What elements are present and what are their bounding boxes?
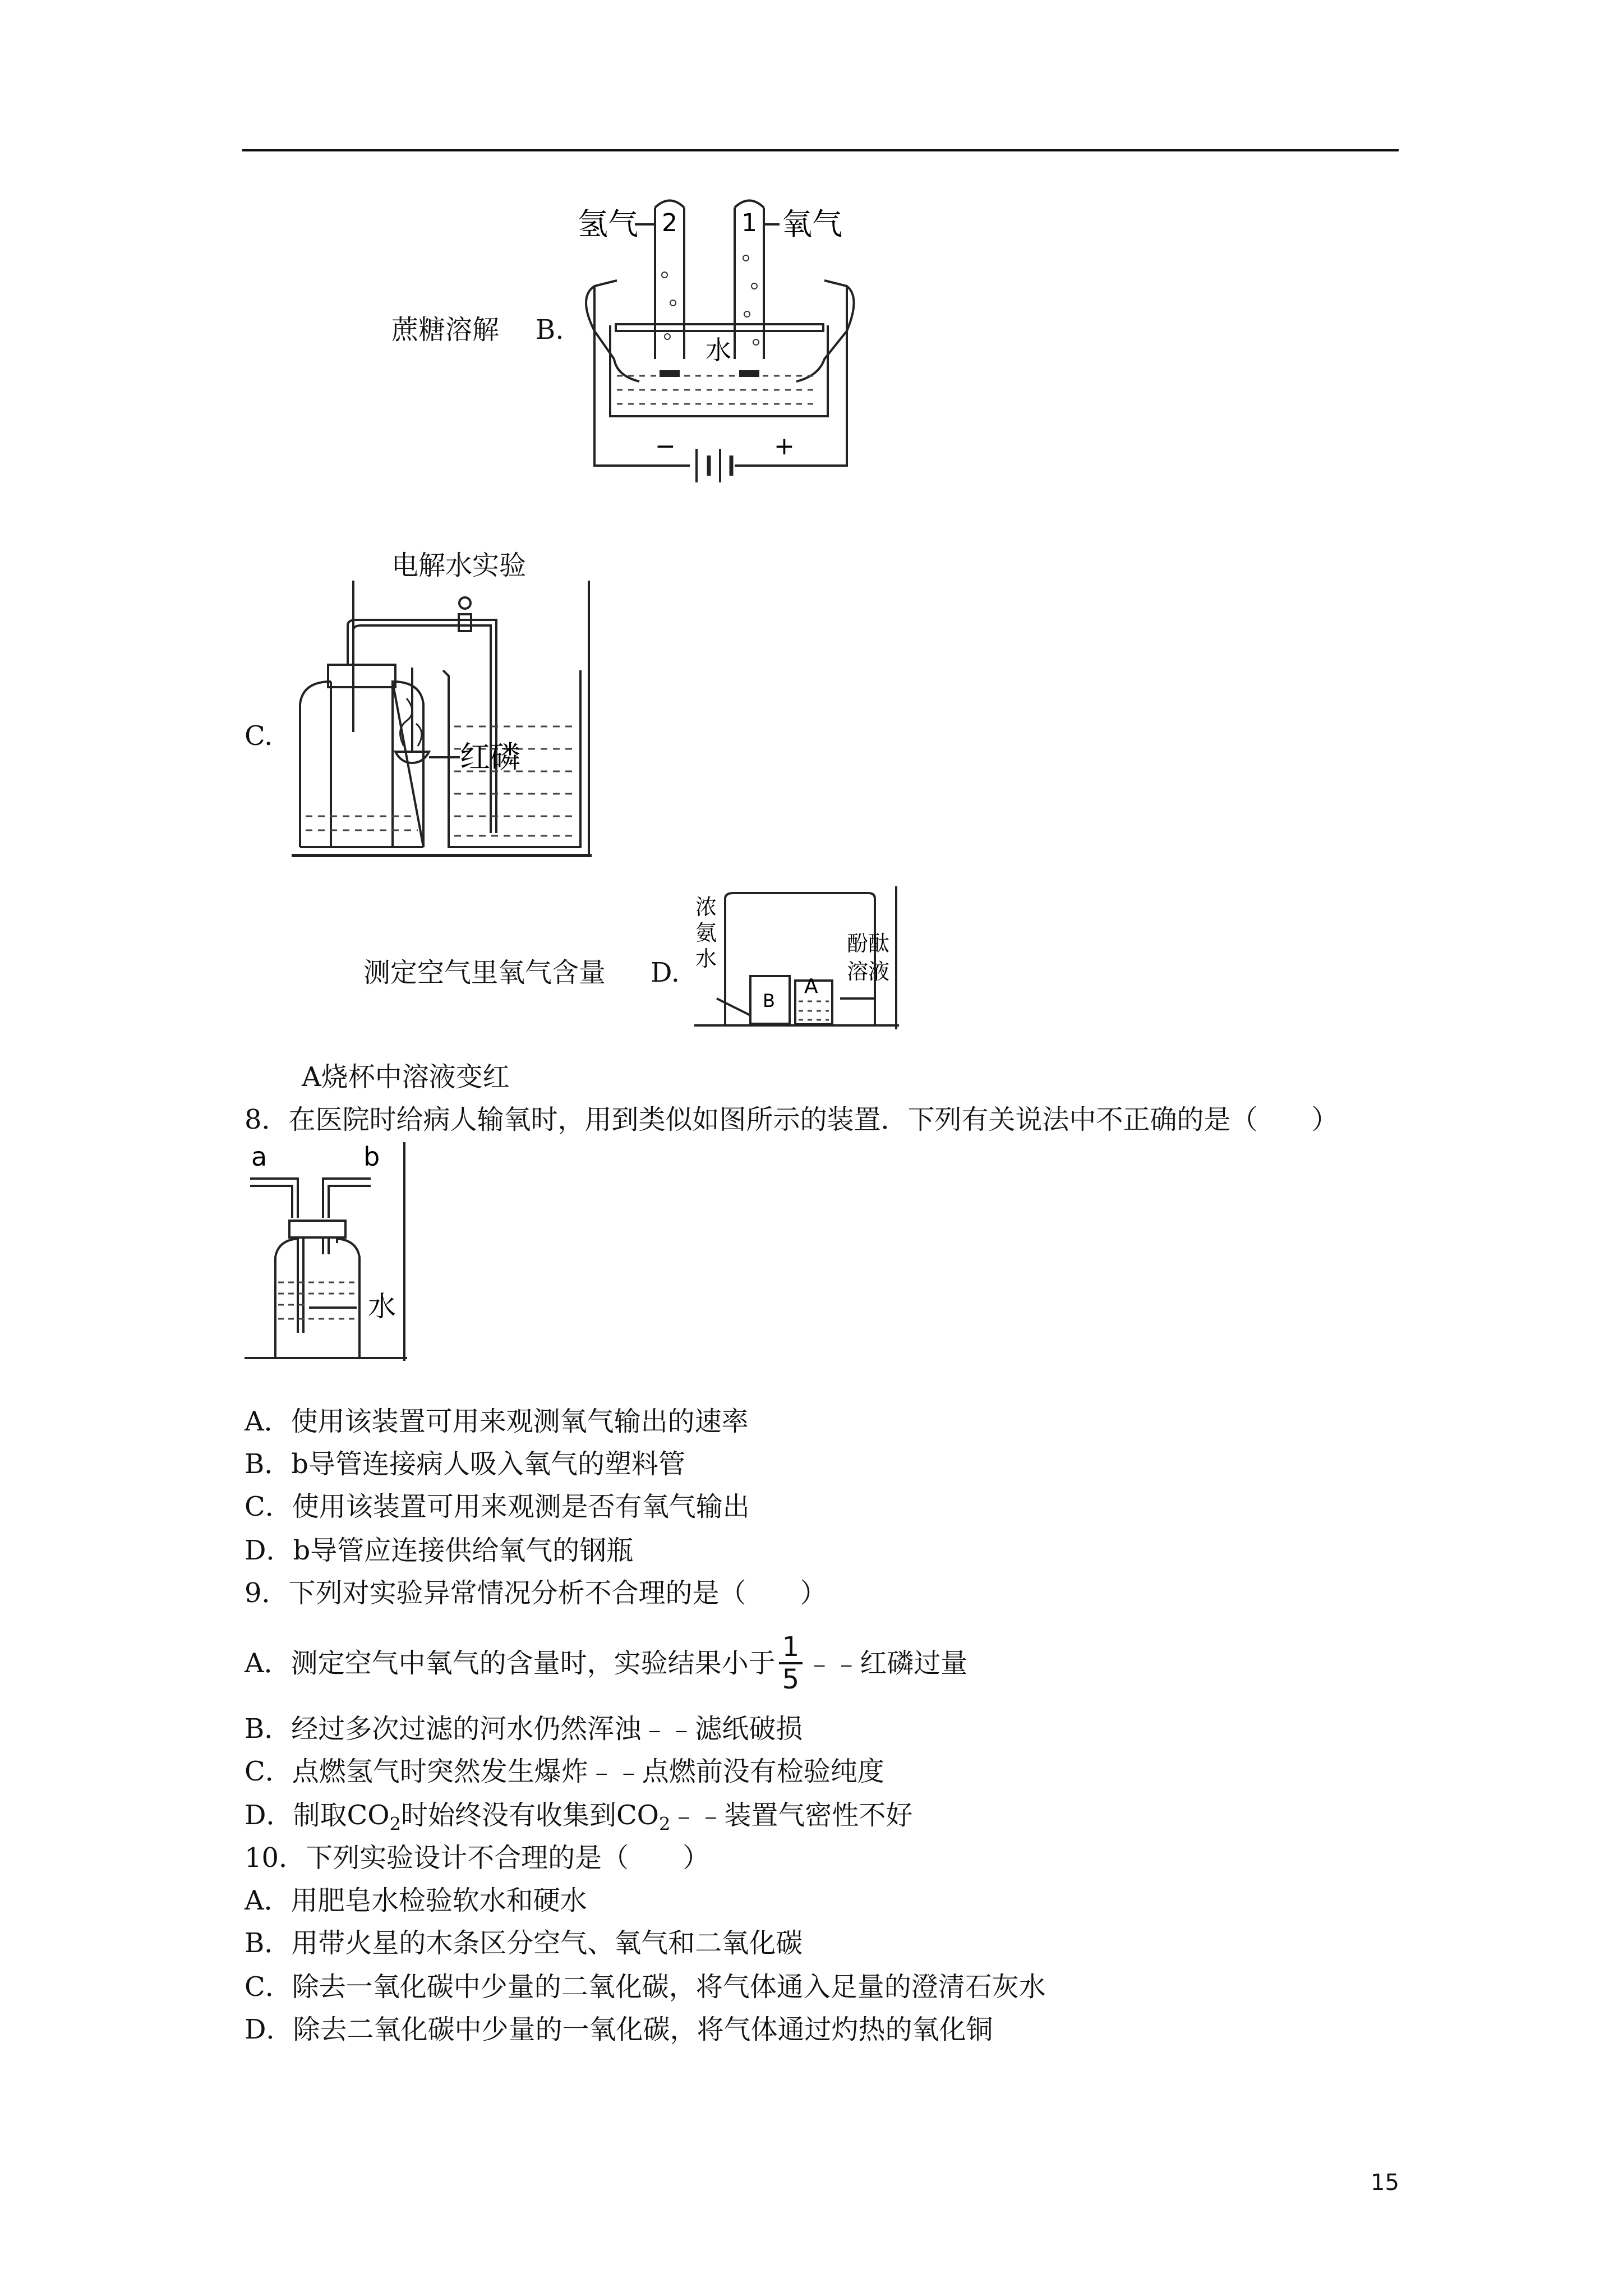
option-d-caption: A烧杯中溶液变红 xyxy=(302,1061,510,1093)
page-number: 15 xyxy=(1371,2170,1399,2196)
phenolphthalein-label-1: 酚酞 xyxy=(847,931,890,956)
option-c-letter: C. xyxy=(245,720,273,752)
subscript-2-b: 2 xyxy=(659,1813,671,1835)
tube-a-label: a xyxy=(251,1142,268,1172)
hydrogen-label: 氢气 xyxy=(578,206,638,242)
fraction-denominator: 5 xyxy=(782,1664,800,1695)
q8-option-d: D．b导管应连接供给氧气的钢瓶 xyxy=(245,1535,634,1566)
electrolysis-figure xyxy=(572,191,869,510)
q9-option-a xyxy=(245,1627,967,1700)
q10-option-b: B．用带火星的木条区分空气、氧气和二氧化碳 xyxy=(245,1927,803,1959)
q9-option-a-text: A．测定空气中氧气的含量时，实验结果小于 xyxy=(245,1648,776,1679)
q9-option-a-reason: ﹣﹣红磷过量 xyxy=(806,1648,968,1679)
tube-b-label: b xyxy=(363,1142,380,1172)
q8-option-b: B．b导管连接病人吸入氧气的塑料管 xyxy=(245,1448,686,1480)
q10-stem: 10．下列实验设计不合理的是（ ） xyxy=(245,1842,710,1874)
q9-option-c: C．点燃氢气时突然发生爆炸﹣﹣点燃前没有检验纯度 xyxy=(245,1756,884,1787)
q9-option-d xyxy=(245,1798,912,1841)
water-label: 水 xyxy=(706,335,731,365)
oxygen-humidifier-figure xyxy=(245,1142,413,1366)
tube-2-label: 2 xyxy=(662,209,677,237)
q8-stem: 8．在医院时给病人输氧时，用到类似如图所示的装置．下列有关说法中不正确的是（ ） xyxy=(245,1104,1339,1135)
q8-option-c: C．使用该装置可用来观测是否有氧气输出 xyxy=(245,1491,750,1522)
ammonia-label-3: 水 xyxy=(695,946,717,971)
fraction-one-fifth xyxy=(779,1632,803,1695)
q9-option-d-part2: 时始终没有收集到CO xyxy=(400,1800,660,1831)
q10-option-d: D．除去二氧化碳中少量的一氧化碳，将气体通过灼热的氧化铜 xyxy=(245,2014,993,2045)
ammonia-label-2: 氨 xyxy=(695,921,717,945)
red-phosphorus-figure xyxy=(286,581,600,867)
subscript-2: 2 xyxy=(389,1813,401,1835)
option-d-letter: D. xyxy=(651,957,680,988)
ammonia-figure xyxy=(694,886,903,1032)
option-b-caption: 电解水实验 xyxy=(391,550,527,581)
beaker-b-label: B xyxy=(763,990,775,1011)
q9-option-b: B．经过多次过滤的河水仍然浑浊﹣﹣滤纸破损 xyxy=(245,1713,803,1745)
plus-sign: + xyxy=(774,432,795,461)
option-b-letter: B. xyxy=(536,314,564,346)
phenolphthalein-label-2: 溶液 xyxy=(847,959,890,984)
q9-option-d-part3: ﹣﹣装置气密性不好 xyxy=(670,1800,913,1831)
water-label-q8: 水 xyxy=(368,1290,396,1323)
option-b-prefix: 蔗糖溶解 xyxy=(391,314,500,346)
q10-option-c: C．除去一氧化碳中少量的二氧化碳，将气体通入足量的澄清石灰水 xyxy=(245,1971,1046,2003)
tube-1-label: 1 xyxy=(741,209,757,237)
red-phosphorus-label: 红磷 xyxy=(460,739,520,775)
oxygen-label: 氧气 xyxy=(782,206,842,242)
ammonia-label-1: 浓 xyxy=(695,895,717,919)
minus-sign: − xyxy=(655,432,676,461)
header-rule xyxy=(242,149,1399,151)
option-c-caption: 测定空气里氧气含量 xyxy=(363,957,606,988)
q9-option-d-part1: D．制取CO xyxy=(245,1800,390,1831)
fraction-numerator: 1 xyxy=(779,1632,803,1664)
beaker-a-label: A xyxy=(804,975,818,998)
q8-option-a: A．使用该装置可用来观测氧气输出的速率 xyxy=(245,1406,749,1437)
q10-option-a: A．用肥皂水检验软水和硬水 xyxy=(245,1885,587,1916)
q9-stem: 9．下列对实验异常情况分析不合理的是（ ） xyxy=(245,1577,827,1609)
